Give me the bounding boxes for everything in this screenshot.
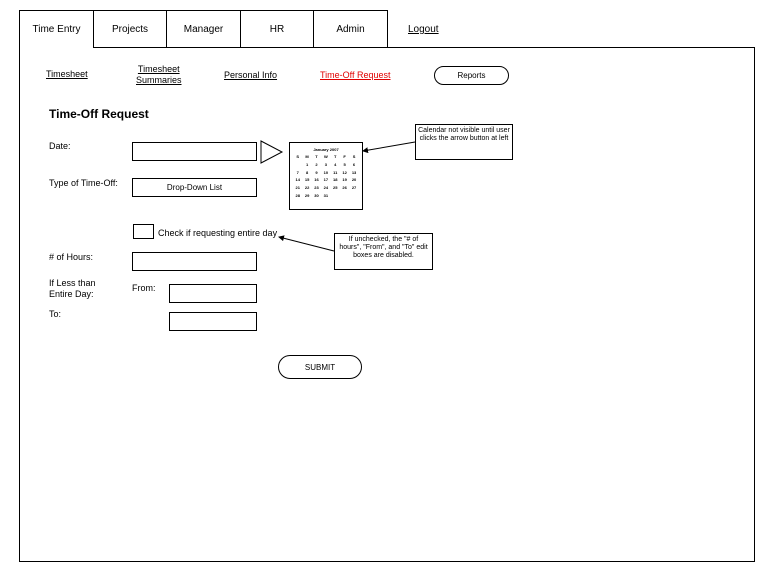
calendar-day-header: W [323,154,328,159]
calendar-note: Calendar not visible until user clicks the arrow button at left [415,124,513,160]
calendar-day[interactable]: 30 [314,192,319,198]
type-label: Type of Time-Off: [49,178,118,188]
calendar-day-header: S [352,154,356,159]
submit-label: SUBMIT [304,362,336,372]
calendar-day[interactable]: 8 [305,169,309,175]
hours-label: # of Hours: [49,252,94,262]
calendar-day[interactable]: 26 [342,185,347,191]
calendar-day[interactable]: 10 [323,169,329,175]
calendar-day[interactable]: 15 [304,177,310,183]
page-title: Time-Off Request [49,107,149,121]
calendar-day[interactable]: 9 [315,169,318,175]
calendar-day[interactable]: 27 [351,185,357,191]
calendar-day[interactable]: 28 [295,192,300,198]
calendar-note-arrow [363,142,415,151]
calendar-day[interactable]: 20 [351,177,357,183]
from-label: From: [132,283,156,293]
calendar-day[interactable]: 24 [323,185,329,191]
type-select-value: Drop-Down List [166,183,223,192]
subnav-summaries-line1: Timesheet [137,64,180,74]
logout-link[interactable]: Logout [408,24,439,35]
calendar-day[interactable]: 31 [323,192,329,198]
calendar-day[interactable]: 7 [296,169,299,175]
subnav-personal-info[interactable]: Personal Info [224,70,278,80]
calendar-day[interactable]: 3 [324,161,327,167]
calendar-day-header: T [334,154,337,159]
calendar-day[interactable]: 5 [343,161,346,167]
calendar-day[interactable]: 16 [314,177,319,183]
subnav-timesheet[interactable]: Timesheet [46,69,88,79]
reports-label: Reports [457,71,486,80]
less-than-line2: Entire Day: [49,289,94,299]
tab-label: Admin [336,23,365,35]
calendar-day[interactable]: 17 [323,177,329,183]
to-label: To: [49,309,62,319]
unchecked-note: If unchecked, the "# of hours", "From", and "To" edit boxes are disabled. [334,233,433,270]
subnav-time-off-request[interactable]: Time-Off Request [320,70,391,80]
entire-day-label: Check if requesting entire day [158,228,278,238]
calendar-day[interactable]: 25 [333,185,338,191]
calendar-day-header: F [343,154,346,159]
tab-label: Time Entry [32,24,81,35]
tab-label: Manager [183,23,224,35]
date-label: Date: [49,141,71,151]
calendar-day-header: S [296,154,300,159]
calendar-day[interactable]: 12 [342,169,347,175]
calendar-day[interactable]: 4 [334,161,337,167]
calendar-day[interactable]: 22 [304,185,310,191]
calendar-day-header: M [305,154,309,159]
unchecked-note-arrow [279,237,334,251]
less-than-line1: If Less than [49,278,96,288]
calendar-day[interactable]: 23 [314,185,319,191]
tab-label: HR [269,23,285,35]
calendar-day[interactable]: 18 [333,177,338,183]
calendar-day[interactable]: 11 [333,169,338,175]
calendar-title: January 2007 [313,147,339,152]
calendar-day[interactable]: 6 [352,161,356,167]
subnav-summaries-line2: Summaries [136,75,182,85]
tab-label: Projects [111,23,149,35]
calendar-day-header: T [315,154,318,159]
calendar-day[interactable]: 13 [351,169,357,175]
calendar-day[interactable]: 2 [315,161,318,167]
calendar-day[interactable]: 29 [304,192,310,198]
calendar-day[interactable]: 21 [295,185,300,191]
calendar-day[interactable]: 1 [305,161,309,167]
calendar-day[interactable]: 14 [295,177,300,183]
calendar-day[interactable]: 19 [342,177,347,183]
